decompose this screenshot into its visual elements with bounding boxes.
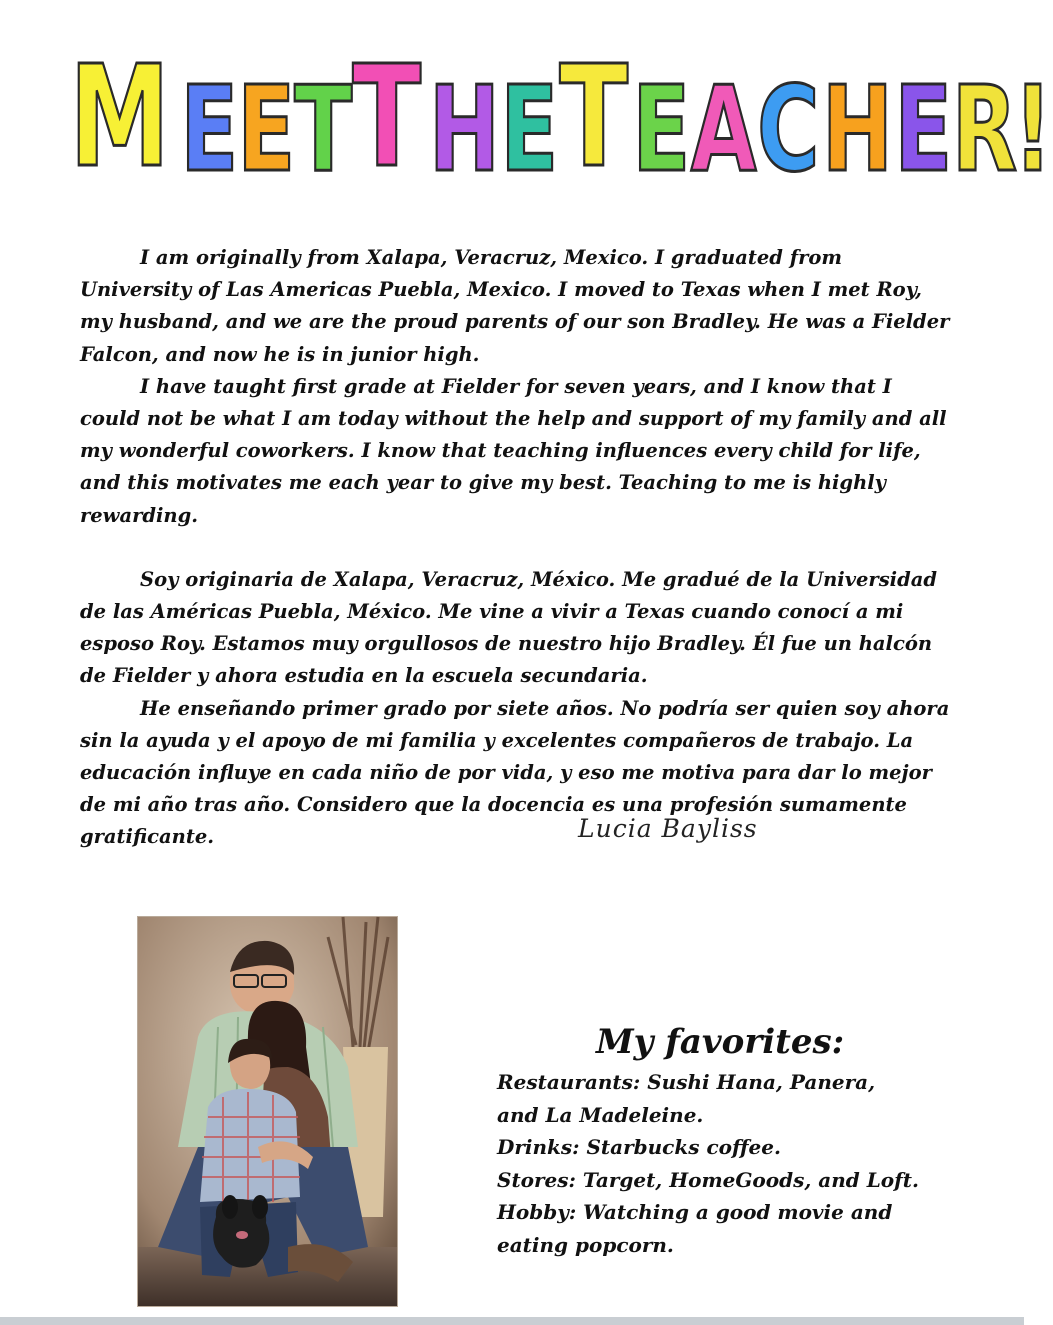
title-letter: R <box>952 60 1018 198</box>
favorite-stores: Stores: Target, HomeGoods, and Loft. <box>497 1167 919 1192</box>
title-letter: E <box>500 60 559 198</box>
bio-english-paragraph-2: I have taught first grade at Fielder for seven years, and I know that I could not be what I am today without the help and support of my family and all my wonderful coworkers. I know that teaching influences every child for life, and this motivates me each year to give my best. Teaching to me is highly rewarding. <box>80 374 947 527</box>
title-letter: E <box>632 60 691 198</box>
title-word <box>351 36 559 199</box>
family-photo <box>137 916 398 1307</box>
title-letter: M <box>69 36 170 199</box>
favorite-hobby-cont: eating popcorn. <box>497 1232 674 1257</box>
title-letter: E <box>180 60 239 198</box>
bio-spanish-paragraph-2: He enseñando primer grado por siete años. No podría ser quien soy ahora sin la ayuda y el apoyo de mi familia y excelentes compañeros de trabajo. La educación influye en cada niño de por vida, y eso me motiva para dar lo mejor de mi año tras año. Considero que la docencia es una profesión sumamente gratificante. <box>80 696 950 849</box>
page-title <box>62 36 1053 199</box>
title-letter: H <box>821 60 893 198</box>
title-letter: C <box>757 60 820 198</box>
title-letter: ! <box>1013 60 1053 198</box>
title-letter: E <box>237 60 296 198</box>
bio-text <box>80 242 950 854</box>
bio-spanish-paragraph-1: Soy originaria de Xalapa, Veracruz, México. Me gradué de la Universidad de las Américas Puebla, México. Me vine a vivir a Texas cuando conocí a mi esposo Roy. Estamos muy orgullosos de nuestro hijo Bradley. Él fue un halcón de Fielder y ahora estudia en la escuela secundaria. <box>80 567 937 688</box>
paragraph-spacer <box>80 532 950 564</box>
favorites-heading: My favorites: <box>596 1022 845 1062</box>
favorite-restaurants-cont: and La Madeleine. <box>497 1102 704 1127</box>
title-letter: H <box>428 60 500 198</box>
favorites-list <box>497 1066 937 1261</box>
teacher-signature: Lucia Bayliss <box>578 814 758 843</box>
title-letter: T <box>559 36 629 199</box>
favorite-restaurants: Restaurants: Sushi Hana, Panera, <box>497 1070 876 1094</box>
favorite-hobby: Hobby: Watching a good movie and <box>497 1200 893 1224</box>
page-bottom-border <box>0 1317 1024 1325</box>
title-word <box>558 36 1053 199</box>
title-word <box>62 36 352 199</box>
title-letter: T <box>352 36 422 199</box>
title-letter: A <box>690 60 757 198</box>
bio-english-paragraph-1: I am originally from Xalapa, Veracruz, Mexico. I graduated from University of Las Americas Puebla, Mexico. I moved to Texas when I met Roy, my husband, and we are the proud parents of our son Bradley. He was a Fielder Falcon, and now he is in junior high. <box>80 246 950 366</box>
title-letter: T <box>293 60 352 198</box>
favorite-drinks: Drinks: Starbucks coffee. <box>497 1135 781 1159</box>
title-letter: E <box>894 60 953 198</box>
